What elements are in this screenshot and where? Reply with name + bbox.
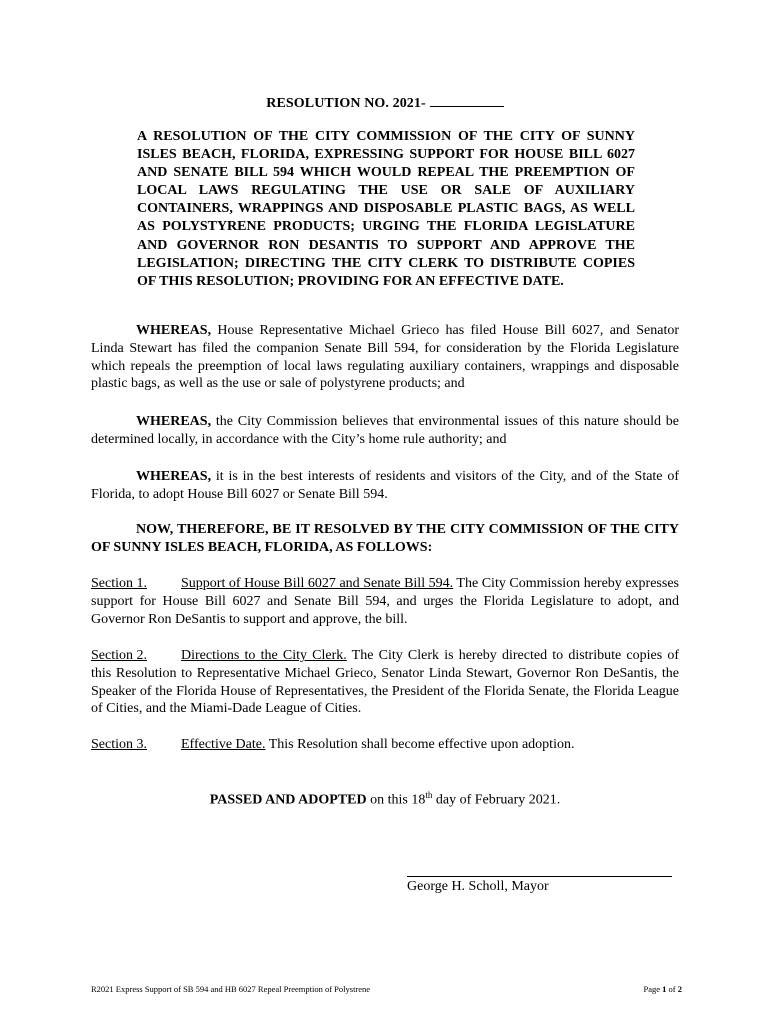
- passed-lead: PASSED AND ADOPTED: [209, 792, 367, 808]
- whereas-paragraph-3: [91, 468, 679, 504]
- resolution-number-text: RESOLUTION NO. 2021-: [266, 96, 426, 111]
- passed-pre: on this 18: [366, 792, 426, 808]
- whereas-lead: WHEREAS,: [136, 323, 212, 338]
- passed-ordinal: th: [425, 790, 433, 800]
- section-label: Section 1.: [91, 576, 147, 591]
- footer-page-word: Page: [643, 984, 663, 994]
- whereas-text: it is in the best interests of residents and visitors of the City, and of the State of Florida, to adopt House Bill 6027 or Senate Bill 594.: [91, 469, 679, 502]
- section-text: The City Clerk is hereby directed to distribute copies of this Resolution to Representative Michael Grieco, Senator Linda Stewart, Governor Ron DeSantis, the Speaker of the Florida House of Representatives, the President of the Florida Senate, the Florida League of Cities, and the Miami-Dade League of Cities.: [91, 648, 679, 717]
- resolution-number-blank: [430, 94, 504, 107]
- footer-document-name: R2021 Express Support of SB 594 and HB 6027 Repeal Preemption of Polystrene: [91, 984, 371, 994]
- passed-post: day of February 2021.: [432, 792, 561, 808]
- footer-page-total: 2: [677, 984, 682, 994]
- section-heading: Effective Date.: [181, 737, 266, 752]
- passed-and-adopted: [0, 790, 770, 809]
- section-heading: Support of House Bill 6027 and Senate Bill 594.: [181, 576, 454, 591]
- whereas-text: the City Commission believes that environmental issues of this nature should be determined locally, in accordance with the City’s home rule authority; and: [91, 414, 679, 447]
- resolution-title: A RESOLUTION OF THE CITY COMMISSION OF THE CITY OF SUNNY ISLES BEACH, FLORIDA, EXPRESSING SUPPORT FOR HOUSE BILL 6027 AND SENATE BILL 594 WHICH WOULD REPEAL THE PREEMPTION OF LOCAL LAWS REGULATING THE USE OR SALE OF AUXILIARY CONTAINERS, WRAPPINGS AND DISPOSABLE PLASTIC BAGS, AS WELL AS POLYSTYRENE PRODUCTS; URGING THE FLORIDA LEGISLATURE AND GOVERNOR RON DESANTIS TO SUPPORT AND APPROVE THE LEGISLATION; DIRECTING THE CITY CLERK TO DISTRIBUTE COPIES OF THIS RESOLUTION; PROVIDING FOR AN EFFECTIVE DATE.: [137, 129, 635, 289]
- whereas-paragraph-1: [91, 322, 679, 393]
- whereas-lead: WHEREAS,: [136, 414, 212, 429]
- resolution-number: [0, 94, 770, 112]
- footer-page-number: [560, 984, 682, 994]
- section-label: Section 3.: [91, 737, 147, 752]
- section-text: This Resolution shall become effective upon adoption.: [265, 737, 575, 752]
- resolved-text: NOW, THEREFORE, BE IT RESOLVED BY THE CITY COMMISSION OF THE CITY OF SUNNY ISLES BEACH, FLORIDA, AS FOLLOWS:: [91, 522, 679, 555]
- whereas-paragraph-2: [91, 413, 679, 449]
- signature-name: George H. Scholl, Mayor: [407, 879, 549, 894]
- resolved-clause: [91, 521, 679, 557]
- section-3: [91, 736, 679, 754]
- whereas-text: House Representative Michael Grieco has filed House Bill 6027, and Senator Linda Stewart has filed the companion Senate Bill 594, for consideration by the Florida Legislature which repeals the preemption of local laws regulating auxiliary containers, wrappings and disposable plastic bags, as well as the use or sale of polystyrene products; and: [91, 323, 679, 392]
- section-heading: Directions to the City Clerk.: [181, 648, 347, 663]
- footer-page-current: 1: [662, 984, 667, 994]
- footer-page-of: of: [666, 984, 678, 994]
- signature-line: [407, 876, 672, 877]
- whereas-lead: WHEREAS,: [136, 469, 212, 484]
- section-label: Section 2.: [91, 648, 147, 663]
- section-1: [91, 575, 679, 628]
- section-2: [91, 647, 679, 718]
- section-text: The City Commission hereby expresses support for House Bill 6027 and Senate Bill 594, and urges the Florida Legislature to adopt, and Governor Ron DeSantis to support and approve, the bill.: [91, 576, 679, 627]
